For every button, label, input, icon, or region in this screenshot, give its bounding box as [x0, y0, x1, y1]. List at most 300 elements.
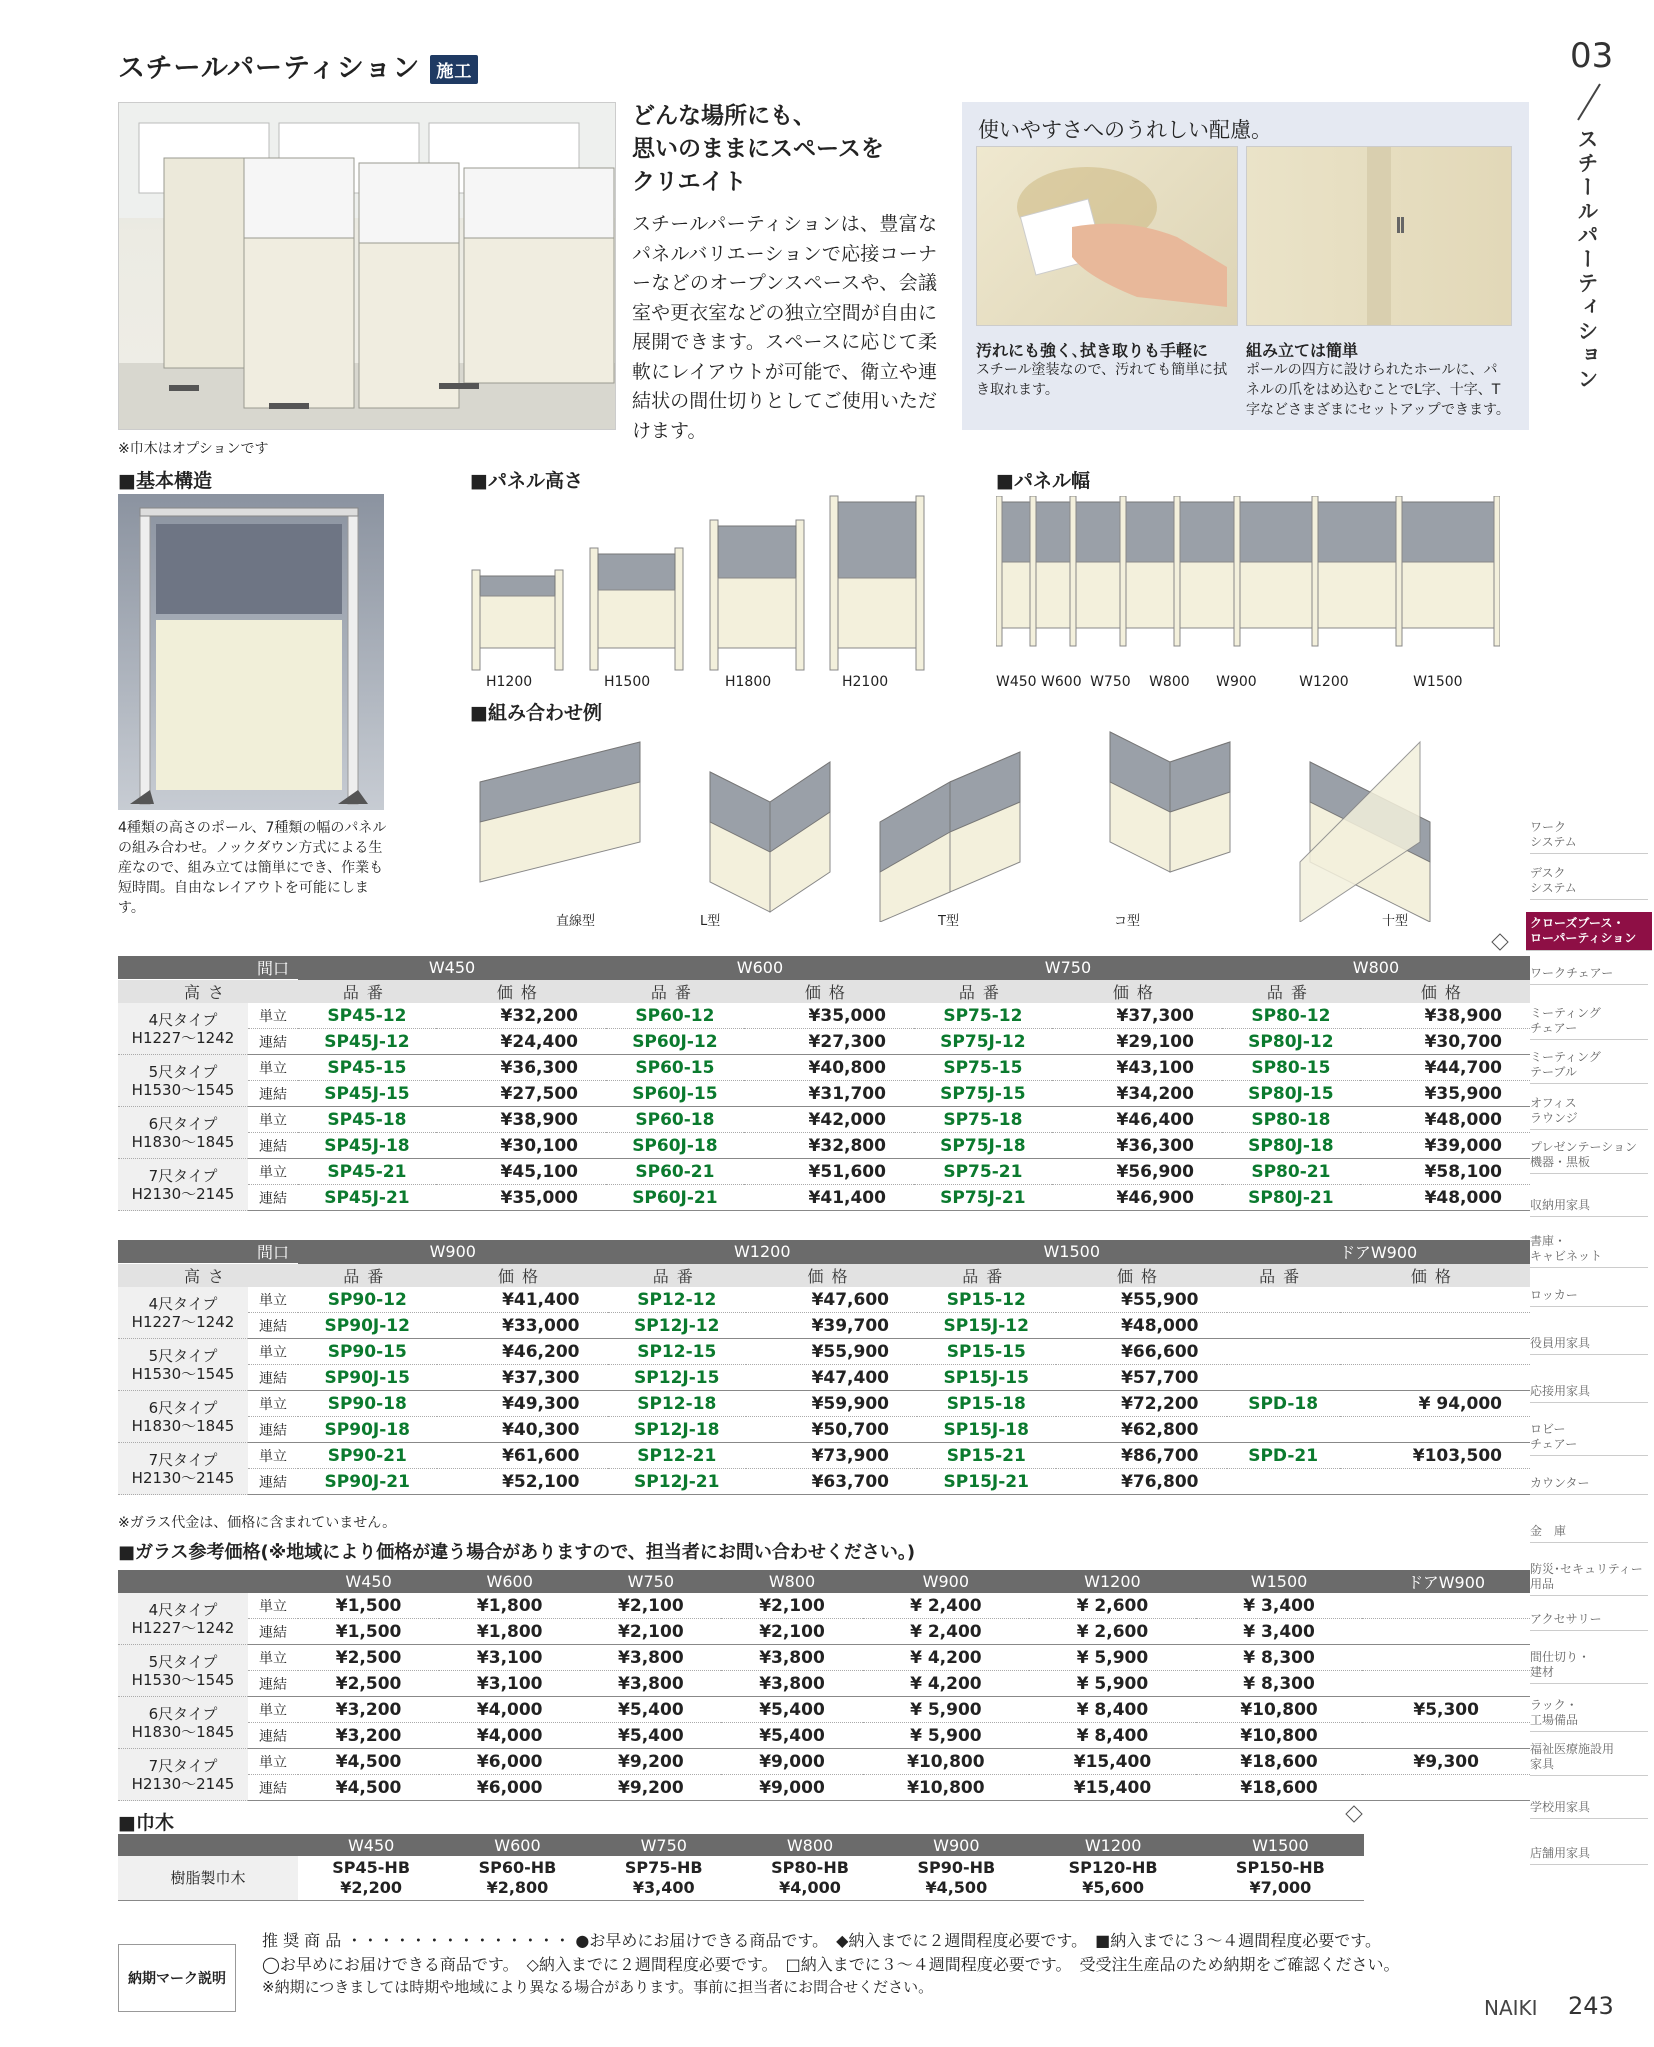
product-price: ¥33,000 — [437, 1313, 608, 1339]
sidebar-item-label: 建材 — [1530, 1665, 1555, 1679]
height-range: H2130～2145 — [131, 1468, 235, 1487]
combo-u — [1110, 732, 1230, 872]
combo-label: 十型 — [1382, 914, 1409, 929]
habaki-col-header: W1500 — [1197, 1834, 1364, 1856]
mount-kind: 連結 — [248, 1029, 298, 1055]
product-code: SP45-21 — [298, 1159, 436, 1185]
height-type-cell — [118, 1287, 248, 1339]
height-type-cell — [118, 1055, 248, 1107]
product-price: ¥32,800 — [744, 1133, 914, 1159]
sidebar-item-label: チェアー — [1530, 1021, 1578, 1035]
price-table-1 — [118, 956, 1530, 1211]
height-type-cell — [118, 1339, 248, 1391]
glass-price: ¥1,500 — [298, 1619, 439, 1645]
sidebar-item-label: ミーティング — [1530, 1006, 1601, 1020]
product-price: ¥42,000 — [744, 1107, 914, 1133]
product-code — [1227, 1313, 1340, 1339]
width-labels — [996, 674, 1463, 690]
sidebar-item[interactable] — [1530, 1650, 1648, 1684]
product-code: SP15J-12 — [917, 1313, 1056, 1339]
glass-price: ¥2,500 — [298, 1671, 439, 1697]
glass-price: ¥3,800 — [580, 1645, 721, 1671]
sidebar-item-label: オフィス — [1530, 1096, 1577, 1110]
product-code — [1227, 1339, 1340, 1365]
habaki-col-header: W450 — [298, 1834, 444, 1856]
glass-note: ※ガラス代金は、価格に含まれていません。 — [118, 1515, 397, 1531]
product-code: SP60-21 — [606, 1159, 744, 1185]
width-group-header: W800 — [1222, 956, 1530, 980]
height-label: H1500 — [604, 674, 651, 690]
product-price: ¥48,000 — [1360, 1185, 1530, 1211]
sidebar-item-label: ロビー — [1530, 1422, 1566, 1436]
height-type: 5尺タイプ — [148, 1652, 218, 1671]
combo-label: 直線型 — [556, 914, 596, 929]
product-code: SP80-HB — [771, 1858, 849, 1877]
row-header: 高さ — [118, 980, 298, 1004]
glass-price: ¥2,100 — [721, 1619, 862, 1645]
combo-l — [710, 762, 830, 912]
feature-left-text: スチール塗装なので、汚れても簡単に拭き取れます。 — [976, 362, 1228, 398]
table-row — [118, 1159, 1530, 1185]
combo-straight — [480, 742, 640, 882]
glass-price: ¥3,100 — [439, 1645, 580, 1671]
delivery-legend-box: 納期マーク説明 — [118, 1944, 236, 2012]
sidebar-item[interactable] — [1530, 1524, 1648, 1543]
product-price: ¥ 94,000 — [1340, 1391, 1530, 1417]
product-code: SP60-18 — [606, 1107, 744, 1133]
glass-price — [1362, 1645, 1530, 1671]
sidebar-item-label: システム — [1530, 835, 1577, 849]
mount-kind: 連結 — [248, 1775, 298, 1801]
page-title: スチールパーティション 施工 — [118, 46, 478, 85]
mount-kind: 連結 — [248, 1723, 298, 1749]
glass-price: ¥ 2,600 — [1029, 1593, 1196, 1619]
mount-kind: 連結 — [248, 1185, 298, 1211]
width-label: W450 — [996, 674, 1037, 690]
code-header: 品番 — [914, 980, 1052, 1004]
height-type: 7尺タイプ — [148, 1756, 218, 1775]
habaki-cell — [298, 1856, 444, 1901]
mount-kind: 連結 — [248, 1081, 298, 1107]
sidebar-item[interactable] — [1530, 1096, 1648, 1130]
product-code: SP12-18 — [608, 1391, 747, 1417]
glass-col-header: W450 — [298, 1570, 439, 1593]
product-code: SP45J-18 — [298, 1133, 436, 1159]
glass-price: ¥4,000 — [439, 1697, 580, 1723]
product-price: ¥27,500 — [436, 1081, 606, 1107]
mount-kind: 単立 — [248, 1443, 298, 1469]
glass-price: ¥4,000 — [439, 1723, 580, 1749]
sidebar-item[interactable] — [1530, 1336, 1648, 1355]
sidebar-item-label: 福祉医療施設用 — [1530, 1742, 1615, 1756]
glass-price: ¥3,200 — [298, 1697, 439, 1723]
product-price: ¥72,200 — [1056, 1391, 1227, 1417]
table-row — [118, 1749, 1530, 1775]
table-row — [118, 1391, 1530, 1417]
height-range: H1227～1242 — [131, 1312, 235, 1331]
glass-price: ¥18,600 — [1196, 1775, 1363, 1801]
mount-kind: 単立 — [248, 1159, 298, 1185]
sidebar-item-label: プレゼンテーション — [1530, 1140, 1638, 1154]
product-price: ¥38,900 — [1360, 1003, 1530, 1029]
height-range: H1830～1845 — [131, 1132, 235, 1151]
row-header: 高さ — [118, 1264, 298, 1288]
mount-kind: 単立 — [248, 1339, 298, 1365]
glass-price: ¥ 2,400 — [863, 1619, 1030, 1645]
glass-price: ¥ 5,900 — [1029, 1671, 1196, 1697]
product-price: ¥24,400 — [436, 1029, 606, 1055]
product-price: ¥37,300 — [437, 1365, 608, 1391]
glass-price: ¥3,800 — [580, 1671, 721, 1697]
glass-price — [1362, 1593, 1530, 1619]
glass-price: ¥3,200 — [298, 1723, 439, 1749]
table-row — [118, 1107, 1530, 1133]
sidebar-item[interactable] — [1530, 1562, 1648, 1596]
product-code: SP75J-21 — [914, 1185, 1052, 1211]
product-price: ¥86,700 — [1056, 1443, 1227, 1469]
habaki-col-header: W600 — [444, 1834, 590, 1856]
product-price: ¥31,700 — [744, 1081, 914, 1107]
header-corner — [118, 956, 248, 980]
product-code: SP12J-21 — [608, 1469, 747, 1495]
code-header: 品番 — [608, 1264, 747, 1288]
table-row — [118, 1003, 1530, 1029]
table-row — [118, 1339, 1530, 1365]
feature-title: 使いやすさへのうれしい配慮。 — [978, 118, 1272, 142]
height-type: 4尺タイプ — [148, 1294, 218, 1313]
panel-height-diagram — [460, 490, 930, 690]
mount-kind: 単立 — [248, 1645, 298, 1671]
height-type-cell — [118, 1645, 248, 1697]
product-price: ¥55,900 — [746, 1339, 917, 1365]
product-price: ¥45,100 — [436, 1159, 606, 1185]
product-code: SP60-15 — [606, 1055, 744, 1081]
sidebar-item[interactable] — [1530, 1140, 1648, 1174]
product-price: ¥48,000 — [1360, 1107, 1530, 1133]
product-price: ¥5,600 — [1082, 1878, 1144, 1897]
habaki-cell — [1029, 1856, 1196, 1901]
sidebar-item[interactable] — [1530, 1384, 1648, 1403]
legend-line-3: ※納期につきましては時期や地域により異なる場合があります。事前に担当者にお問合せください。 — [262, 1978, 934, 1996]
height-range: H2130～2145 — [131, 1774, 235, 1793]
height-label: H1200 — [486, 674, 533, 690]
product-code: SPD-18 — [1227, 1391, 1340, 1417]
mount-kind: 単立 — [248, 1107, 298, 1133]
sidebar-item-label: 工場備品 — [1530, 1713, 1579, 1727]
sidebar-item-label: 学校用家具 — [1530, 1800, 1591, 1814]
sidebar-item[interactable] — [1530, 1288, 1648, 1307]
height-type: 7尺タイプ — [148, 1450, 218, 1469]
sidebar-item-label: ワーク — [1530, 820, 1567, 834]
product-price: ¥32,200 — [436, 1003, 606, 1029]
sidebar-item[interactable] — [1530, 866, 1648, 900]
glass-price: ¥5,300 — [1362, 1697, 1530, 1723]
table-row — [118, 1313, 1530, 1339]
sidebar-item-label: 家具 — [1530, 1757, 1555, 1771]
chapter-number: 03 — [1570, 36, 1614, 76]
glass-price: ¥ 8,400 — [1029, 1697, 1196, 1723]
sidebar-item[interactable] — [1530, 1476, 1648, 1495]
product-code — [1227, 1287, 1340, 1313]
sidebar-item-label: ロッカー — [1530, 1288, 1578, 1302]
price-header: 価格 — [437, 1264, 608, 1288]
product-code: SP60J-21 — [606, 1185, 744, 1211]
chapter-slash-icon — [1572, 82, 1602, 122]
glass-price: ¥ 8,300 — [1196, 1671, 1363, 1697]
price-header: 価格 — [1360, 980, 1530, 1004]
product-code: SP80-12 — [1222, 1003, 1360, 1029]
table-row — [118, 1133, 1530, 1159]
product-price: ¥62,800 — [1056, 1417, 1227, 1443]
headline-line: クリエイト — [632, 169, 747, 195]
product-price: ¥35,000 — [436, 1185, 606, 1211]
height-label: H2100 — [842, 674, 889, 690]
glass-price: ¥ 3,400 — [1196, 1593, 1363, 1619]
product-price: ¥52,100 — [437, 1469, 608, 1495]
product-price: ¥61,600 — [437, 1443, 608, 1469]
sidebar-item[interactable] — [1530, 1006, 1648, 1040]
sidebar-item-label: キャビネット — [1530, 1249, 1603, 1263]
product-code: SP75J-15 — [914, 1081, 1052, 1107]
glass-price: ¥4,500 — [298, 1749, 439, 1775]
panel-h1500 — [590, 548, 683, 670]
install-badge: 施工 — [430, 55, 478, 84]
sidebar-item-label: デスク — [1530, 866, 1566, 880]
product-price: ¥30,100 — [436, 1133, 606, 1159]
combo-diagram — [470, 722, 1470, 922]
product-code: SP80J-15 — [1222, 1081, 1360, 1107]
product-code: SP60-12 — [606, 1003, 744, 1029]
product-code: SP75J-18 — [914, 1133, 1052, 1159]
panel-width-diagram — [996, 496, 1500, 656]
habaki-cell — [444, 1856, 590, 1901]
section-panel-height: ■パネル高さ — [470, 470, 583, 492]
product-code: SP75J-12 — [914, 1029, 1052, 1055]
sidebar-item-label: システム — [1530, 881, 1577, 895]
price-table-2 — [118, 1240, 1530, 1495]
product-price: ¥39,000 — [1360, 1133, 1530, 1159]
table-row — [118, 1287, 1530, 1313]
panel-h1800 — [710, 520, 804, 670]
table-row — [118, 1671, 1530, 1697]
glass-price: ¥9,300 — [1362, 1749, 1530, 1775]
mount-kind: 単立 — [248, 1593, 298, 1619]
product-price: ¥58,100 — [1360, 1159, 1530, 1185]
product-code: SP45-18 — [298, 1107, 436, 1133]
table-row — [118, 1055, 1530, 1081]
sidebar-item-label: 間仕切り・ — [1530, 1650, 1591, 1664]
height-type-cell — [118, 1391, 248, 1443]
width-group-header: W450 — [298, 956, 606, 980]
height-type: 5尺タイプ — [148, 1346, 218, 1365]
code-header: 品番 — [1222, 980, 1360, 1004]
sidebar-item[interactable] — [1530, 1050, 1648, 1084]
product-code: SPD-21 — [1227, 1443, 1340, 1469]
glass-price: ¥5,400 — [721, 1723, 862, 1749]
product-code: SP60J-18 — [606, 1133, 744, 1159]
legend-line-2: ◯お早めにお届けできる商品です。 ◇納入までに２週間程度必要です。 □納入までに３～４週間程度必要です。 受受注生産品のため納期をご確認ください。 — [262, 1955, 1400, 1974]
habaki-row-label: 樹脂製巾木 — [118, 1856, 298, 1901]
combo-t — [880, 752, 1020, 922]
feature-right-title: 組み立ては簡単 — [1246, 341, 1359, 360]
feature-right-text: ポールの四方に設けられたホールに、パネルの爪をはめ込むことでL字、十字、T字などさまざまにセットアップできます。 — [1246, 362, 1510, 418]
sidebar-item[interactable] — [1526, 912, 1652, 951]
table-row — [118, 1645, 1530, 1671]
habaki-cell — [591, 1856, 737, 1901]
product-price: ¥2,200 — [340, 1878, 403, 1897]
mount-kind: 連結 — [248, 1469, 298, 1495]
glass-col-header: W800 — [721, 1570, 862, 1593]
product-code: SP80-18 — [1222, 1107, 1360, 1133]
product-price: ¥56,900 — [1052, 1159, 1222, 1185]
product-price: ¥27,300 — [744, 1029, 914, 1055]
width-label: W600 — [1041, 674, 1082, 690]
product-price: ¥35,000 — [744, 1003, 914, 1029]
product-price: ¥55,900 — [1056, 1287, 1227, 1313]
glass-price: ¥3,800 — [721, 1671, 862, 1697]
habaki-col-header: W900 — [883, 1834, 1029, 1856]
height-type: 4尺タイプ — [148, 1600, 218, 1619]
glass-price: ¥ 8,400 — [1029, 1723, 1196, 1749]
product-price: ¥41,400 — [437, 1287, 608, 1313]
product-price: ¥40,300 — [437, 1417, 608, 1443]
sidebar-item-label: ラック・ — [1530, 1698, 1578, 1712]
sidebar-item[interactable] — [1530, 1422, 1648, 1456]
sidebar-item-label: 収納用家具 — [1530, 1198, 1591, 1212]
basic-structure-photo — [118, 494, 384, 810]
glass-price: ¥15,400 — [1029, 1749, 1196, 1775]
product-code: SP15-15 — [917, 1339, 1056, 1365]
sidebar-item[interactable] — [1530, 1198, 1648, 1217]
product-price: ¥29,100 — [1052, 1029, 1222, 1055]
product-code: SP45-HB — [332, 1858, 411, 1877]
height-type-cell — [118, 1593, 248, 1645]
sidebar-item-label: ミーティング — [1530, 1050, 1601, 1064]
product-code: SP15-18 — [917, 1391, 1056, 1417]
glass-price-table — [118, 1570, 1530, 1801]
code-header: 品番 — [917, 1264, 1056, 1288]
glass-price: ¥6,000 — [439, 1749, 580, 1775]
sidebar-item[interactable] — [1530, 966, 1648, 985]
product-code: SP45J-15 — [298, 1081, 436, 1107]
width-label: W900 — [1216, 674, 1257, 690]
product-code: SP80-21 — [1222, 1159, 1360, 1185]
product-code: SP45-15 — [298, 1055, 436, 1081]
height-range: H1530～1545 — [131, 1670, 235, 1689]
headline-line: どんな場所にも、 — [632, 103, 816, 129]
table-row — [118, 1443, 1530, 1469]
product-code: SP12-12 — [608, 1287, 747, 1313]
page-number: 243 — [1568, 1992, 1614, 2020]
sidebar-item[interactable] — [1530, 1846, 1648, 1865]
glass-price: ¥10,800 — [1196, 1697, 1363, 1723]
glass-col-header: ドアW900 — [1362, 1570, 1530, 1593]
mount-kind: 連結 — [248, 1417, 298, 1443]
glass-price: ¥ 3,400 — [1196, 1619, 1363, 1645]
mount-kind: 連結 — [248, 1133, 298, 1159]
product-price: ¥73,900 — [746, 1443, 917, 1469]
price-header: 価格 — [1056, 1264, 1227, 1288]
sidebar-item[interactable] — [1530, 1742, 1648, 1776]
photo-note: ※巾木はオプションです — [118, 441, 269, 457]
product-price: ¥37,300 — [1052, 1003, 1222, 1029]
price-header: 価格 — [746, 1264, 917, 1288]
product-price — [1340, 1287, 1530, 1313]
glass-price: ¥3,100 — [439, 1671, 580, 1697]
habaki-col-header: W800 — [737, 1834, 883, 1856]
glass-price: ¥2,500 — [298, 1645, 439, 1671]
product-code: SP150-HB — [1235, 1858, 1325, 1877]
glass-price: ¥ 4,200 — [863, 1645, 1030, 1671]
mount-kind: 単立 — [248, 1055, 298, 1081]
glass-price: ¥9,200 — [580, 1749, 721, 1775]
width-group-header: W600 — [606, 956, 914, 980]
product-code: SP12J-15 — [608, 1365, 747, 1391]
height-range: H1530～1545 — [131, 1080, 235, 1099]
sidebar-item-label: 金 庫 — [1530, 1524, 1567, 1538]
height-type-cell — [118, 1159, 248, 1211]
code-header: 品番 — [298, 980, 436, 1004]
height-type: 6尺タイプ — [148, 1398, 218, 1417]
glass-col-header: W600 — [439, 1570, 580, 1593]
sidebar-item[interactable] — [1530, 1234, 1648, 1268]
glass-price: ¥9,000 — [721, 1749, 862, 1775]
wipe-photo — [976, 146, 1238, 326]
brand-name: NAIKI — [1484, 1996, 1538, 2020]
product-code: SP75-21 — [914, 1159, 1052, 1185]
glass-price: ¥ 2,600 — [1029, 1619, 1196, 1645]
price-header: 価格 — [1052, 980, 1222, 1004]
sidebar-item-label: クローズブース・ — [1530, 916, 1625, 930]
product-price: ¥38,900 — [436, 1107, 606, 1133]
sidebar-item-label: カウンター — [1530, 1476, 1590, 1490]
product-price: ¥76,800 — [1056, 1469, 1227, 1495]
price-header: 価格 — [744, 980, 914, 1004]
height-type-cell — [118, 1697, 248, 1749]
sidebar-item-label: ワークチェアー — [1530, 966, 1614, 980]
sidebar-item[interactable] — [1530, 1800, 1648, 1819]
glass-price — [1362, 1671, 1530, 1697]
height-label: H1800 — [725, 674, 772, 690]
product-price: ¥44,700 — [1360, 1055, 1530, 1081]
sidebar-item[interactable] — [1530, 820, 1648, 854]
product-price: ¥34,200 — [1052, 1081, 1222, 1107]
assembly-photo — [1246, 146, 1512, 326]
headline-line: 思いのままにスペースを — [632, 136, 884, 162]
sidebar-item-label: 役員用家具 — [1530, 1336, 1591, 1350]
product-price: ¥47,400 — [746, 1365, 917, 1391]
header-corner — [118, 1834, 298, 1856]
glass-price: ¥10,800 — [863, 1775, 1030, 1801]
product-price: ¥7,000 — [1249, 1878, 1312, 1897]
product-code: SP45J-21 — [298, 1185, 436, 1211]
product-price: ¥40,800 — [744, 1055, 914, 1081]
section-combo: ■組み合わせ例 — [470, 702, 602, 724]
product-price: ¥41,400 — [744, 1185, 914, 1211]
product-price: ¥35,900 — [1360, 1081, 1530, 1107]
product-price: ¥46,400 — [1052, 1107, 1222, 1133]
product-price: ¥49,300 — [437, 1391, 608, 1417]
code-header: 品番 — [606, 980, 744, 1004]
product-code: SP80-15 — [1222, 1055, 1360, 1081]
glass-price: ¥6,000 — [439, 1775, 580, 1801]
sidebar-item-label: チェアー — [1530, 1437, 1578, 1451]
sidebar-item[interactable] — [1530, 1698, 1648, 1732]
section-habaki: ■巾木 — [118, 1812, 174, 1834]
height-type-cell — [118, 1749, 248, 1801]
product-code: SP80J-18 — [1222, 1133, 1360, 1159]
sidebar-item[interactable] — [1530, 1612, 1648, 1631]
